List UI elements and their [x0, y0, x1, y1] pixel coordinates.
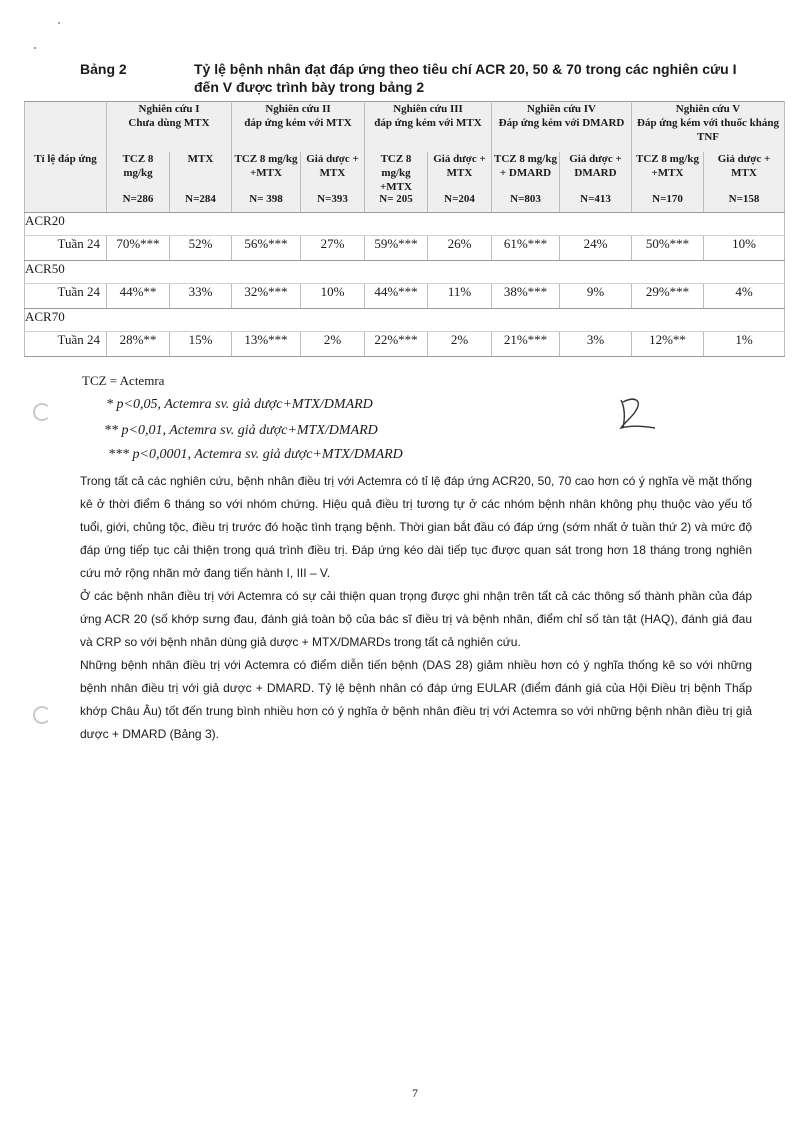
corner-cell — [25, 102, 107, 153]
study-desc: Chưa dùng MTX — [128, 117, 210, 129]
table-cell: 50%*** — [632, 236, 704, 261]
study-desc: Đáp ứng kém với thuốc kháng TNF — [637, 117, 779, 143]
table-cell: 22%*** — [365, 332, 428, 357]
study-name: Nghiên cứu V — [675, 103, 741, 115]
arm-label: Giả dược + DMARD — [569, 153, 622, 179]
page-number: 7 — [412, 1086, 418, 1100]
punch-hole-mark — [33, 706, 51, 724]
table-cell: 29%*** — [632, 284, 704, 309]
table-cell: 3% — [560, 332, 632, 357]
paragraph: Ở các bệnh nhân điều trị với Actemra có sự cải thiện quan trọng được ghi nhận trên tất cả các thông số thành phần của đáp ứng ACR 20 (số khớp sưng đau, đánh giá toàn bộ của bác sĩ điều trị và bệnh nhân, điểm chỉ số tàn tật (HAQ), đánh giá đau và CRP so với bệnh nhân dùng giả dược + MTX/DMARDs trong tất cả nghiên cứu. — [80, 589, 752, 649]
study-name: Nghiên cứu III — [393, 103, 463, 115]
arm-header — [232, 152, 301, 213]
arm-n: N=393 — [317, 193, 348, 205]
punch-hole-mark — [33, 403, 51, 421]
section-label: ACR70 — [25, 309, 785, 332]
arm-header — [632, 152, 704, 213]
significance-note: * p<0,05, Actemra sv. giả dược+MTX/DMARD — [106, 397, 373, 412]
table-cell: 70%*** — [107, 236, 170, 261]
study-desc: Đáp ứng kém với DMARD — [498, 117, 625, 129]
handwritten-initial-mark — [615, 392, 661, 440]
study-header — [232, 102, 365, 153]
scan-speck — [58, 22, 60, 24]
arm-n: N=204 — [444, 193, 475, 205]
arm-header — [428, 152, 492, 213]
study-header — [107, 102, 232, 153]
section-row-acr70 — [25, 309, 785, 332]
arm-header — [492, 152, 560, 213]
arm-header-row — [25, 152, 785, 213]
study-desc: đáp ứng kém với MTX — [374, 117, 482, 129]
paragraph: Trong tất cả các nghiên cứu, bệnh nhân điều trị với Actemra có tỉ lệ đáp ứng ACR20, 50, 70 cao hơn có ý nghĩa về mặt thống kê ở thời điểm 6 tháng so với nhóm chứng. Hiệu quả điều trị tương tự ở các nhóm bệnh nhân không phụ thuộc vào yếu tố tuổi, giới, chủng tộc, điều trị trước đó hoặc tình trạng bệnh. Thời gian bắt đầu có đáp ứng (sớm nhất ở tuần thứ 2) và mức độ đáp ứng tiếp tục cải thiện trong quá trình điều trị. Đáp ứng kéo dài tiếp tục được quan sát trong hơn 18 tháng trong nghiên cứu mở rộng nhãn mở đang tiến hành I, III – V. — [80, 474, 752, 580]
arm-n: N=286 — [122, 193, 154, 205]
arm-label: Giả dược + MTX — [306, 153, 359, 179]
table-cell: 13%*** — [232, 332, 301, 357]
row-label: Tuần 24 — [25, 332, 107, 357]
row-label: Tuần 24 — [25, 236, 107, 261]
arm-n: N=284 — [185, 193, 216, 205]
arm-label: MTX — [187, 153, 214, 165]
table-cell: 21%*** — [492, 332, 560, 357]
arm-label: TCZ 8 mg/kg +MTX — [636, 153, 699, 179]
table-cell: 4% — [704, 284, 785, 309]
arm-header — [365, 152, 428, 213]
scan-speck — [34, 47, 36, 49]
arm-n: N= 205 — [379, 193, 413, 205]
arm-header — [301, 152, 365, 213]
table-cell: 11% — [428, 284, 492, 309]
table-cell: 56%*** — [232, 236, 301, 261]
arm-header — [560, 152, 632, 213]
section-label: ACR20 — [25, 213, 785, 236]
table-cell: 38%*** — [492, 284, 560, 309]
arm-label: Giả dược + MTX — [717, 153, 771, 179]
table-title: Tỷ lệ bệnh nhân đạt đáp ứng theo tiêu chí ACR 20, 50 & 70 trong các nghiên cứu I đến V được trình bày trong bảng 2 — [194, 61, 737, 95]
arm-header — [107, 152, 170, 213]
study-header-row — [25, 102, 785, 153]
table-cell: 27% — [301, 236, 365, 261]
table-cell: 9% — [560, 284, 632, 309]
row-label: Tuần 24 — [25, 284, 107, 309]
section-label: ACR50 — [25, 261, 785, 284]
table-cell: 10% — [704, 236, 785, 261]
body-text — [80, 470, 752, 746]
study-name: Nghiên cứu IV — [527, 103, 596, 115]
table-cell: 28%** — [107, 332, 170, 357]
arm-label: TCZ 8 mg/kg + DMARD — [494, 153, 557, 179]
arm-label: TCZ 8 mg/kg — [122, 153, 154, 179]
acr-response-table — [24, 101, 785, 357]
study-header — [492, 102, 632, 153]
arm-n: N=413 — [580, 193, 611, 205]
arm-n: N=803 — [510, 193, 541, 205]
data-row — [25, 332, 785, 357]
arm-label: TCZ 8 mg/kg +MTX — [234, 153, 298, 179]
table-cell: 1% — [704, 332, 785, 357]
data-row — [25, 284, 785, 309]
table-cell: 12%** — [632, 332, 704, 357]
abbreviation-note: TCZ = Actemra — [82, 373, 165, 388]
section-row-acr20 — [25, 213, 785, 236]
table-cell: 2% — [301, 332, 365, 357]
significance-note: *** p<0,0001, Actemra sv. giả dược+MTX/DMARD — [108, 447, 403, 462]
arm-label: Giả dược + MTX — [433, 153, 486, 179]
table-cell: 44%** — [107, 284, 170, 309]
table-cell: 10% — [301, 284, 365, 309]
arm-n: N= 398 — [249, 193, 283, 205]
table-cell: 15% — [170, 332, 232, 357]
table-cell: 32%*** — [232, 284, 301, 309]
table-cell: 61%*** — [492, 236, 560, 261]
arm-header — [170, 152, 232, 213]
study-name: Nghiên cứu I — [138, 103, 200, 115]
section-row-acr50 — [25, 261, 785, 284]
table-cell: 26% — [428, 236, 492, 261]
paragraph: Những bệnh nhân điều trị với Actemra có điểm diễn tiến bệnh (DAS 28) giảm nhiều hơn có ý nghĩa thống kê so với những bệnh nhân điều trị với giả dược + DMARD. Tỷ lệ bệnh nhân có đáp ứng EULAR (điểm đánh giá của Hội Điều trị bệnh Thấp khớp Châu Âu) tốt đến trung bình nhiều hơn có ý nghĩa ở bệnh nhân điều trị với Actemra so với những bệnh nhân điều trị giả dược + DMARD (Bảng 3). — [80, 658, 752, 741]
table-label: Bảng 2 — [80, 61, 127, 77]
study-desc: đáp ứng kém với MTX — [244, 117, 352, 129]
data-row — [25, 236, 785, 261]
study-name: Nghiên cứu II — [265, 103, 331, 115]
table-cell: 33% — [170, 284, 232, 309]
arm-n: N=170 — [652, 193, 683, 205]
significance-note: ** p<0,01, Actemra sv. giả dược+MTX/DMARD — [104, 423, 378, 438]
table-cell: 52% — [170, 236, 232, 261]
arm-header — [704, 152, 785, 213]
study-header — [365, 102, 492, 153]
row-header-cell: Tỉ lệ đáp ứng — [25, 152, 107, 213]
table-cell: 24% — [560, 236, 632, 261]
table-cell: 2% — [428, 332, 492, 357]
study-header — [632, 102, 785, 153]
arm-n: N=158 — [728, 193, 760, 205]
table-cell: 44%*** — [365, 284, 428, 309]
arm-label: TCZ 8 mg/kg +MTX — [380, 153, 412, 193]
table-cell: 59%*** — [365, 236, 428, 261]
